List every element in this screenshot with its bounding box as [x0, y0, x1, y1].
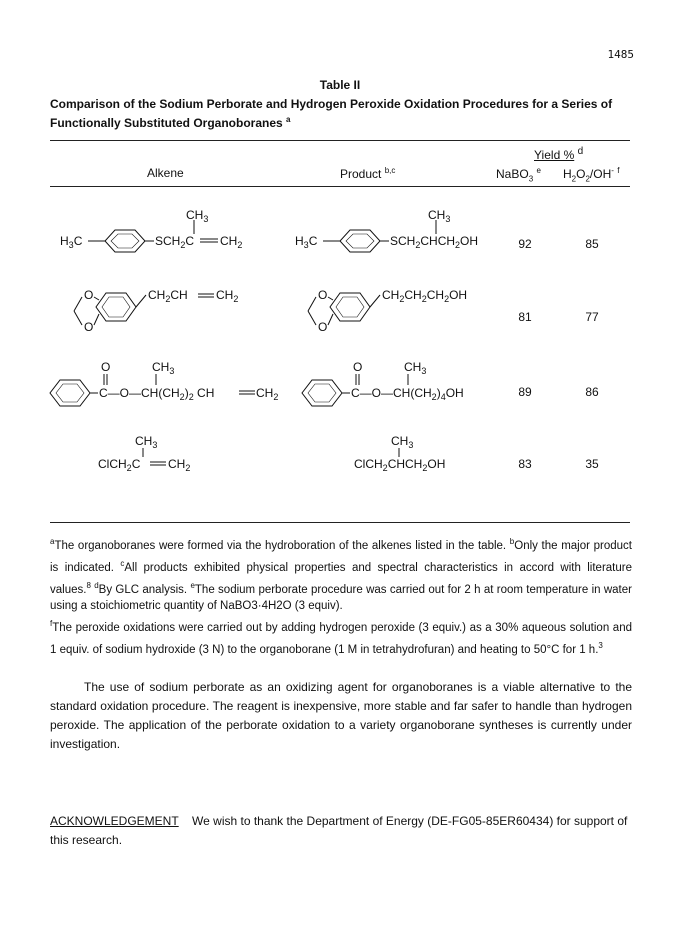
svg-text:CH3: $CH_3$ [404, 360, 427, 376]
svg-text:CH2: $CH_2$ [256, 386, 279, 402]
svg-text:ClCH2C: ClCH$_2$C [98, 457, 141, 473]
svg-text:CH2: $CH_2$ [220, 234, 243, 250]
svg-text:CH3: $CH_3$ [135, 435, 158, 450]
table-title: Table II [319, 78, 361, 92]
acknowledgement [50, 812, 632, 850]
svg-text:SCH2C: $SCH_2C$ [155, 234, 195, 250]
row4-product-structure [354, 435, 494, 475]
row4-nabo3-yield: 83 [518, 457, 532, 471]
row1-alkene-structure [60, 208, 280, 258]
row1-alkene-left: $H_3C$ [60, 234, 83, 250]
table-bottom-rule [50, 522, 630, 523]
svg-text:CH2CH2CH2OH: $CH_2CH_2CH_2OH$ [382, 288, 468, 304]
svg-text:C—O—CH(CH2)2 CH: $C—O—CH(CH_2)_2$ CH [99, 386, 215, 402]
header-product: Product $^{b,c}$ [340, 166, 396, 181]
table-caption [50, 96, 640, 131]
row2-alkene-structure [64, 283, 264, 343]
row1-product-structure [295, 208, 515, 258]
svg-text:O: O [84, 320, 94, 334]
table-header-rule [50, 186, 630, 187]
row3-alkene-structure [46, 360, 286, 410]
footnote-b: Only the major product is indicated. [50, 539, 632, 574]
footnote-f: The peroxide oxidations were carried out by adding hydrogen peroxide (3 equiv.) as a 30% aqueous solution and 1 equiv. of sodium hydroxide (3 N) to the organoborane (1 M in tetrahydrofuran) and heating to 50°C for 1 h. [50, 622, 632, 657]
svg-text:CH3: $CH_3$ [152, 360, 175, 376]
row3-product-structure [298, 360, 518, 410]
footnotes: $^a$The organoboranes were formed via the hydroboration of the alkenes listed in the table. $^b$Only the major product is indicated. $^c$All products exhibited physical properties and spectral characteristics in accord with literature values.$^8$ $^d$By GLC analysis. $^e$The sodium perborate procedure was carried out for 2 h at room temperature in water using a stoichiometric quantity of NaBO3·4H2O (3 equiv). $^f$The peroxide oxidations were carried out by adding hydrogen peroxide (3 equiv.) as a 30% aqueous solution and 1 equiv. of sodium hydroxide (3 N) to the organoborane (1 M in tetrahydrofuran) and heating to 50°C for 1 h.$^3$ [50, 537, 632, 657]
caption-line-1: Comparison of the Sodium Perborate and Hydrogen Peroxide Oxidation Procedures for a Series of [50, 97, 613, 111]
svg-text:CH2: $CH_2$ [216, 288, 239, 304]
acknowledgement-heading: ACKNOWLEDGEMENT [50, 814, 179, 828]
svg-text:CH2CH: $CH_2CH$ [148, 288, 188, 304]
svg-text:H3C: $H_3C$ [295, 234, 318, 250]
row2-product-structure [298, 283, 498, 343]
caption-note: a [286, 115, 291, 124]
svg-text:O: O [353, 360, 363, 374]
svg-text:O: O [84, 288, 94, 302]
svg-text:CH3: $CH_3$ [391, 435, 414, 450]
row2-h2o2-yield: 77 [585, 310, 599, 324]
row3-h2o2-yield: 86 [585, 385, 599, 399]
row2-nabo3-yield: 81 [518, 310, 532, 324]
page-number: 1485 [607, 48, 634, 61]
row4-alkene-structure [98, 435, 238, 475]
svg-text:O: O [101, 360, 111, 374]
svg-text:O: O [318, 288, 328, 302]
header-alkene: Alkene [147, 166, 184, 180]
svg-text:O: O [318, 320, 328, 334]
footnote-a: The organoboranes were formed via the hydroboration of the alkenes listed in the table. [54, 539, 507, 552]
svg-text:CH3: $CH_3$ [428, 208, 451, 224]
header-h2o2: $H_2O_2/OH^-$ $^f$ [563, 166, 620, 184]
header-yield: Yield % $^d$ [534, 146, 584, 162]
svg-text:C—O—CH(CH2)4OH: $C—O—CH(CH_2)_4OH$ [351, 386, 464, 402]
svg-text:ClCH2CHCH2OH: $ClCH_2CHCH_2OH$ [354, 457, 446, 473]
footnote-e: The sodium perborate procedure was carried out for 2 h at room temperature in water using a stoichiometric quantity of NaBO3·4H2O (3 equiv). [50, 583, 632, 613]
row4-h2o2-yield: 35 [585, 457, 599, 471]
acknowledgement-text: We wish to thank the Department of Energy (DE-FG05-85ER60434) for support of this research. [50, 814, 628, 847]
row1-h2o2-yield: 85 [585, 237, 599, 251]
caption-line-2: Functionally Substituted Organoboranes [50, 116, 283, 130]
svg-text:SCH2CHCH2OH: $SCH_2CHCH_2OH$ [390, 234, 479, 250]
footnote-d: By GLC analysis. [98, 583, 188, 596]
svg-text:CH3: $CH_3$ [186, 208, 209, 224]
table-top-rule [50, 140, 630, 141]
row3-nabo3-yield: 89 [518, 385, 532, 399]
header-nabo3: NaBO$_3$ $^e$ [496, 166, 541, 184]
row1-nabo3-yield: 92 [518, 237, 532, 251]
svg-text:CH2: $CH_2$ [168, 457, 191, 473]
footnote-c: All products exhibited physical properties and spectral characteristics in accord with literature values. [50, 561, 632, 596]
body-paragraph: The use of sodium perborate as an oxidizing agent for organoboranes is a viable alternative to the standard oxidation procedure. The reagent is inexpensive, more stable and far safer to handle than hydrogen peroxide. The application of the perborate oxidation to a variety organoborane syntheses is currently under investigation. [50, 680, 632, 751]
